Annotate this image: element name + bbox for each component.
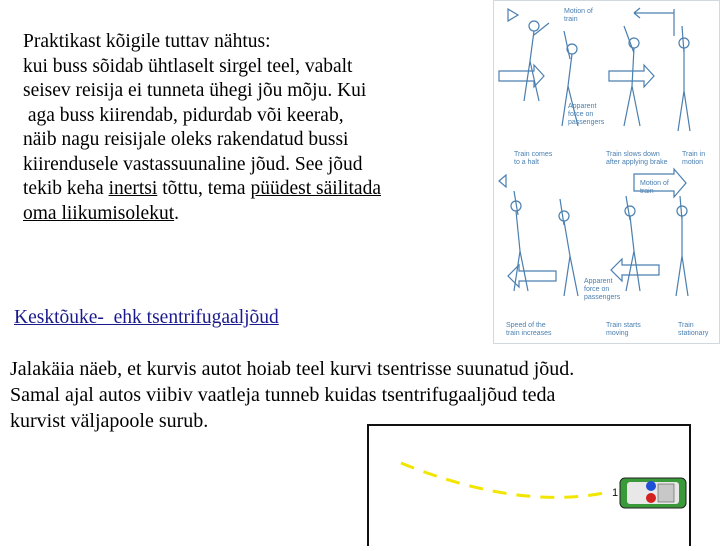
- car-icon: [612, 478, 686, 508]
- intro-line-1: Praktikast kõigile tuttav nähtus:: [23, 31, 271, 52]
- fig-top-caption-left: [514, 151, 553, 166]
- label-line: Train comes: [514, 151, 553, 158]
- illustration-svg: [494, 1, 719, 343]
- intro-line-2: kui buss sõidab ühtlaselt sirgel teel, vabalt: [23, 55, 353, 77]
- term-puudest-sailitada: püüdest säilitada: [250, 178, 381, 199]
- label-line: Train in: [682, 151, 706, 158]
- intro-line-7: [23, 177, 483, 202]
- label-line: train: [564, 16, 578, 23]
- label-line: Speed of the: [506, 322, 546, 329]
- fig-top-caption-right: [682, 151, 705, 166]
- label-line: Apparent: [584, 278, 613, 285]
- label-line: stationary: [678, 330, 709, 337]
- centrifugal-force-link[interactable]: Kesktõuke- ehk tsentrifugaaljõud: [14, 307, 279, 328]
- intro-paragraph: [23, 30, 483, 226]
- fig-bottom-motion-label: [640, 180, 669, 195]
- para2-line-1: Jalakäia näeb, et kurvis autot hoiab teel kurvi tsentrisse suunatud jõud.: [10, 358, 575, 380]
- road-dashed-line: [401, 463, 609, 497]
- force-arrow-icon: [611, 259, 659, 281]
- intro-line-8: [23, 202, 483, 227]
- force-arrow-icon: [609, 65, 654, 87]
- intro-period: .: [174, 202, 179, 224]
- motion-arrow-icon: [634, 8, 674, 18]
- label-line: after applying brake: [606, 159, 668, 166]
- label-line: Apparent: [568, 103, 597, 110]
- car-curve-animation: [367, 424, 691, 546]
- intro-line-4: aga buss kiirendab, pidurdab või keerab,: [23, 104, 344, 126]
- label-line: Train slows down: [606, 151, 660, 158]
- fig-top-force-label: [568, 103, 605, 126]
- fig-bottom-force-label: [584, 278, 621, 301]
- label-line: to a halt: [514, 159, 539, 166]
- motion-arrow-icon: [499, 175, 506, 187]
- label-line: Motion of: [640, 180, 669, 187]
- label-line: train: [640, 188, 654, 195]
- label-line: motion: [682, 159, 704, 166]
- curve-paragraph: [10, 356, 710, 434]
- driver-dot-icon: [646, 493, 656, 503]
- label-line: passengers: [568, 119, 605, 126]
- label-line: force on: [568, 111, 594, 118]
- intro-text: tekib keha: [23, 178, 109, 199]
- intro-text: tõttu, tema: [157, 178, 251, 199]
- motion-arrow-icon: [508, 9, 518, 21]
- term-inertsi: inertsi: [108, 178, 158, 199]
- label-line: force on: [584, 286, 610, 293]
- force-arrow-icon: [499, 65, 544, 87]
- fig-bottom-caption-left: [506, 322, 552, 337]
- intro-line-5: näib nagu reisijale oleks rakendatud bussi: [23, 129, 349, 150]
- label-line: Train: [678, 322, 694, 329]
- label-line: Motion of: [564, 8, 593, 15]
- fig-top-motion-label: [564, 8, 593, 23]
- label-line: Train starts: [606, 322, 641, 329]
- intro-line-3: seisev reisija ei tunneta ühegi jõu mõju. Kui: [23, 80, 367, 101]
- intro-line-6: kiirendusele vastassuunaline jõud. See jõud: [23, 153, 363, 175]
- label-line: train increases: [506, 330, 552, 337]
- passenger-figures-top: [524, 21, 690, 131]
- term-liikumisolekut: oma liikumisolekut: [23, 202, 175, 224]
- car-marker: 1: [612, 487, 619, 499]
- observer-dot-icon: [646, 481, 656, 491]
- label-line: passengers: [584, 294, 621, 301]
- fig-top-caption-mid: [606, 151, 668, 166]
- para2-line-3: kurvist väljapoole surub.: [10, 410, 209, 432]
- curve-svg: [369, 426, 689, 546]
- fig-bottom-caption-right: [678, 322, 709, 337]
- para2-line-2: Samal ajal autos viibiv vaatleja tunneb kuidas tsentrifugaaljõud teda: [10, 384, 556, 406]
- label-line: moving: [606, 330, 629, 337]
- train-inertia-illustration: [493, 0, 720, 344]
- fig-bottom-caption-mid: [606, 322, 641, 337]
